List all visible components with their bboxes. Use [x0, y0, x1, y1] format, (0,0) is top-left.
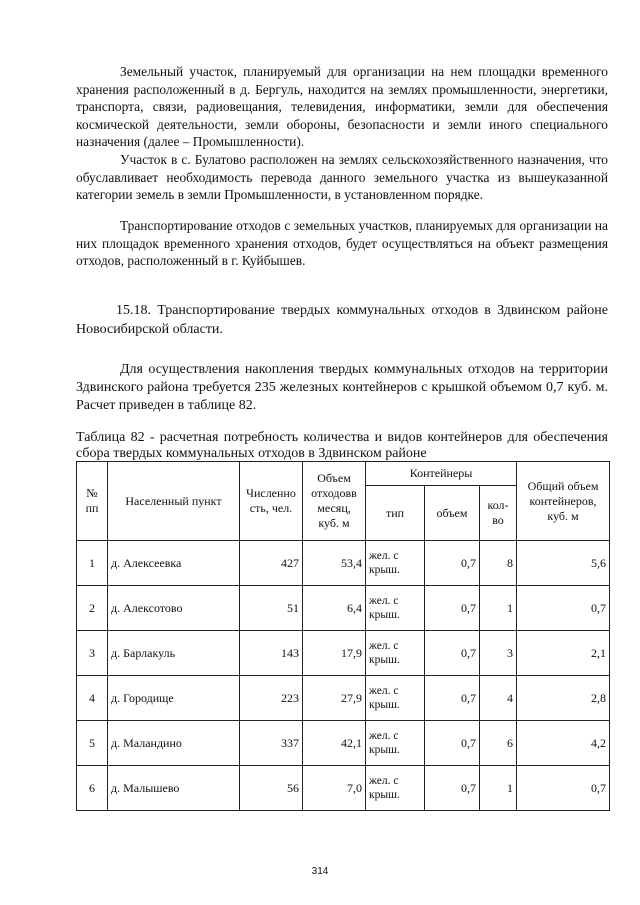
cell-container-volume: 0,7 [425, 541, 480, 586]
cell-volume-month: 27,9 [303, 676, 366, 721]
page-number: 314 [311, 866, 329, 877]
paragraph-transport: Транспортирование отходов с земельных участков, планируемых для организации на них площадок временного хранения отходов, будет осуществляться на объект размещения отходов, расположенный в г. Куйбышев. [76, 218, 608, 269]
table-row [77, 721, 610, 766]
header-population: Численно сть, чел. [240, 462, 303, 541]
table-body [77, 541, 610, 811]
cell-population: 51 [240, 586, 303, 631]
cell-volume-month: 42,1 [303, 721, 366, 766]
cell-total: 5,6 [517, 541, 610, 586]
header-type: тип [366, 486, 425, 541]
cell-total: 0,7 [517, 586, 610, 631]
cell-population: 427 [240, 541, 303, 586]
cell-num: 6 [77, 766, 108, 811]
cell-population: 143 [240, 631, 303, 676]
header-volume-month: Объем отходовв месяц, куб. м [303, 462, 366, 541]
section-number: 15.18. [116, 303, 151, 318]
cell-type: жел. с крыш. [366, 541, 425, 586]
cell-count: 1 [480, 766, 517, 811]
cell-settlement: д. Малышево [108, 766, 240, 811]
header-total: Общий объем контейнеров, куб. м [517, 462, 610, 541]
cell-type: жел. с крыш. [366, 586, 425, 631]
cell-settlement: д. Маландино [108, 721, 240, 766]
cell-container-volume: 0,7 [425, 766, 480, 811]
header-settlement: Населенный пункт [108, 462, 240, 541]
paragraph-bulatovo: Участок в с. Булатово расположен на землях сельскохозяйственного назначения, что обуславливает необходимость перевода данного земельного участка из вышеуказанной категории земель в земли Промышленности, в установленном порядке. [76, 152, 608, 203]
cell-total: 4,2 [517, 721, 610, 766]
header-containers: Контейнеры [366, 462, 517, 486]
table-caption: Таблица 82 - расчетная потребность количества и видов контейнеров для обеспечения сбора твердых коммунальных отходов в Здвинском районе [76, 430, 608, 461]
table-row [77, 541, 610, 586]
cell-population: 56 [240, 766, 303, 811]
cell-settlement: д. Алексотово [108, 586, 240, 631]
cell-count: 1 [480, 586, 517, 631]
cell-container-volume: 0,7 [425, 676, 480, 721]
section-heading [76, 302, 608, 339]
cell-num: 1 [77, 541, 108, 586]
cell-count: 3 [480, 631, 517, 676]
containers-table [76, 461, 610, 811]
cell-volume-month: 53,4 [303, 541, 366, 586]
cell-type: жел. с крыш. [366, 721, 425, 766]
cell-population: 223 [240, 676, 303, 721]
table-header-row [77, 462, 610, 486]
cell-container-volume: 0,7 [425, 631, 480, 676]
cell-num: 2 [77, 586, 108, 631]
cell-container-volume: 0,7 [425, 586, 480, 631]
table-row [77, 766, 610, 811]
table-row [77, 586, 610, 631]
cell-count: 4 [480, 676, 517, 721]
cell-total: 2,8 [517, 676, 610, 721]
paragraph-land-plot: Земельный участок, планируемый для организации на нем площадки временного хранения расположенный в д. Бергуль, находится на землях промышленности, энергетики, транспорта, связи, радиовещания, телевидения, информатики, земли для обеспечения космической деятельности, земли обороны, безопасности и земли иного специального назначения (далее – Промышленности). [76, 64, 608, 150]
cell-volume-month: 7,0 [303, 766, 366, 811]
cell-population: 337 [240, 721, 303, 766]
section-title: Транспортирование твердых коммунальных отходов в Здвинском районе Новосибирской области. [76, 303, 608, 337]
cell-type: жел. с крыш. [366, 766, 425, 811]
cell-container-volume: 0,7 [425, 721, 480, 766]
paragraph-containers: Для осуществления накопления твердых коммунальных отходов на территории Здвинского района требуется 235 железных контейнеров с крышкой объемом 0,7 куб. м. Расчет приведен в таблице 82. [76, 362, 608, 413]
cell-volume-month: 6,4 [303, 586, 366, 631]
cell-total: 2,1 [517, 631, 610, 676]
table-row [77, 676, 610, 721]
header-volume: объем [425, 486, 480, 541]
header-count: кол-во [480, 486, 517, 541]
cell-type: жел. с крыш. [366, 676, 425, 721]
cell-volume-month: 17,9 [303, 631, 366, 676]
table-row [77, 631, 610, 676]
cell-total: 0,7 [517, 766, 610, 811]
cell-count: 8 [480, 541, 517, 586]
cell-num: 5 [77, 721, 108, 766]
header-num: № пп [77, 462, 108, 541]
cell-count: 6 [480, 721, 517, 766]
cell-num: 3 [77, 631, 108, 676]
cell-settlement: д. Городище [108, 676, 240, 721]
cell-type: жел. с крыш. [366, 631, 425, 676]
cell-settlement: д. Барлакуль [108, 631, 240, 676]
cell-num: 4 [77, 676, 108, 721]
cell-settlement: д. Алексеевка [108, 541, 240, 586]
